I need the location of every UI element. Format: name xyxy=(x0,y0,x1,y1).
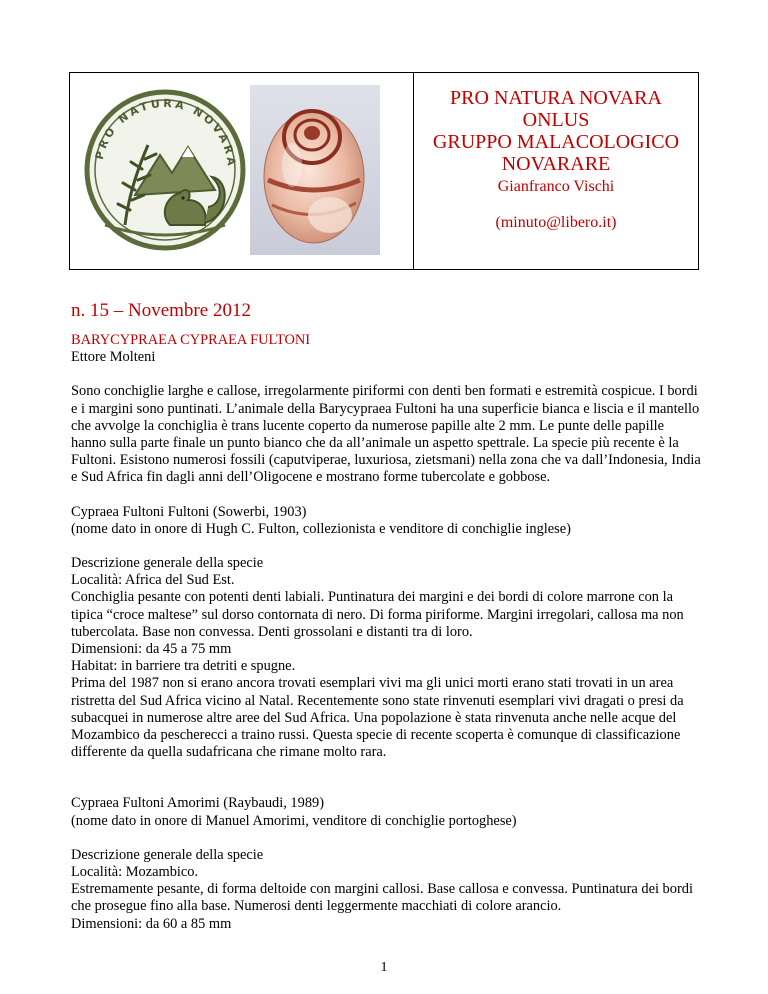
species1-description: Conchiglia pesante con potenti denti labiali. Puntinatura dei margini e dei bordi di colore marrone con la tipica “croce maltese” sul dorso contornata di nero. Di forma piriforme. Margini irregolari, callosa ma non tubercolata. Base non convessa. Denti grossolani e distanti tra di loro. xyxy=(71,589,684,640)
org-name-line-3: GRUPPO MALACOLOGICO xyxy=(432,131,680,153)
species2-desc-title: Descrizione generale della specie xyxy=(71,846,264,863)
species1-desc-title: Descrizione generale della specie xyxy=(71,555,264,572)
species1-habitat: Habitat: in barriere tra detriti e spugne. xyxy=(71,658,296,675)
species1-history: Prima del 1987 non si erano ancora trovati esemplari vivi ma gli unici morti erano stati trovati in un area ristretta del Sud Africa vicino al Natal. Recentemente sono state rinvenuti esemplari vivi dragati o presi da subacquei in numerose altre aree del Sud Africa. Una popolazione è stata rinvenuta anche nelle acque del Mozambico da pescherecci a traino russi. Questa specie di recente scoperta è comunque di classificazione differente da quella sudafricana che rimane molto rara. xyxy=(71,675,684,761)
article-author: Ettore Molteni xyxy=(71,349,156,366)
species2-dimensions: Dimensioni: da 60 a 85 mm xyxy=(71,915,232,932)
species1-locality: Località: Africa del Sud Est. xyxy=(71,572,235,589)
article-body xyxy=(71,332,701,933)
species1-note: (nome dato in onore di Hugh C. Fulton, collezionista e venditore di conchiglie inglese) xyxy=(71,520,571,537)
org-name-line-4: NOVARARE xyxy=(501,153,611,175)
header-author: Gianfranco Vischi xyxy=(497,178,615,195)
species2-note: (nome dato in onore di Manuel Amorimi, venditore di conchiglie portoghese) xyxy=(71,812,517,829)
header-text-cell xyxy=(414,73,698,269)
org-name-line-1: PRO NATURA NOVARA xyxy=(450,87,662,109)
species1-dimensions: Dimensioni: da 45 a 75 mm xyxy=(71,641,232,658)
shell-photo xyxy=(250,85,380,255)
header-email[interactable]: (minuto@libero.it) xyxy=(495,214,617,231)
article-intro: Sono conchiglie larghe e callose, irregolarmente piriformi con denti ben formati e estremità cospicue. I bordi e i margini sono puntinati. L’animale della Barycypraea Fultoni ha una superficie bianca e liscia e il mantello che avvolge la conchiglia è trans lucente coperto da numerose papille alte 2 mm. Le punte delle papille hanno sulla parte finale un punto bianco che da all’animale un aspetto spettrale. La specie più recente è la Fultoni. Esistono numerosi fossili (caputviperae, luxuriosa, zietsmani) nella zona che va dall’Indonesia, India e Sud Africa fin dagli anni dell’Oligocene e mostrano forme tubercolate e gobbose. xyxy=(71,383,701,486)
header-table xyxy=(69,72,699,270)
species1-name: Cypraea Fultoni Fultoni (Sowerbi, 1903) xyxy=(71,503,307,520)
org-name-line-2: ONLUS xyxy=(522,109,590,131)
header-images-cell xyxy=(70,73,414,269)
species2-name: Cypraea Fultoni Amorimi (Raybaudi, 1989) xyxy=(71,795,325,812)
species2-locality: Località: Mozambico. xyxy=(71,864,199,881)
article-title: BARYCYPRAEA CYPRAEA FULTONI xyxy=(71,332,311,348)
page-number: 1 xyxy=(380,960,388,975)
issue-title: n. 15 – Novembre 2012 xyxy=(71,300,251,321)
species2-description: Estremamente pesante, di forma deltoide con margini callosi. Base callosa e convessa. Puntinatura dei bordi che prosegue fino alla base. Numerosi denti leggermente macchiati di colore arancio. xyxy=(71,881,693,915)
pro-natura-logo xyxy=(80,85,250,255)
svg-text:PRO NATURA NOVARA: PRO NATURA NOVARA xyxy=(92,96,239,170)
